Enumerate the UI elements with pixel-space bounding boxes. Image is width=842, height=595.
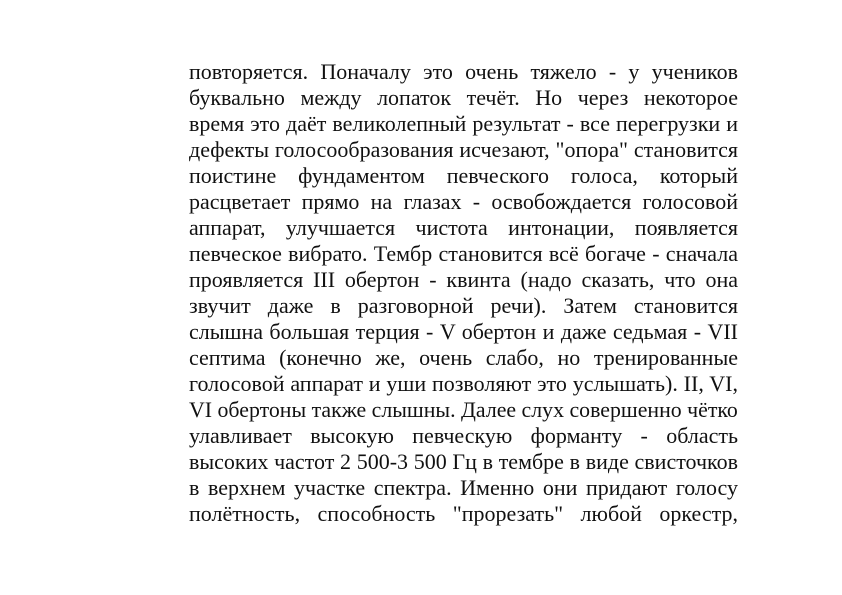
text-line: аппарат, улучшается чистота интонации, появляется (189, 215, 738, 240)
text-line: полётность, способность "прорезать" любой оркестр, (189, 501, 738, 526)
text-line: повторяется. Поначалу это очень тяжело - у учеников (189, 59, 738, 84)
text-line: септима (конечно же, очень слабо, но тренированные (189, 345, 738, 370)
text-line: в верхнем участке спектра. Именно они придают голосу (189, 475, 738, 500)
text-line: проявляется III обертон - квинта (надо сказать, что она (189, 267, 738, 292)
text-line: слышна большая терция - V обертон и даже седьмая - VII (189, 319, 738, 344)
text-line: время это даёт великолепный результат - все перегрузки и (189, 111, 738, 136)
text-line: звучит даже в разговорной речи). Затем становится (189, 293, 738, 318)
text-line: VI обертоны также слышны. Далее слух совершенно чётко (189, 397, 738, 422)
text-line: дефекты голосообразования исчезают, "опора" становится (189, 137, 738, 162)
text-line: поистине фундаментом певческого голоса, который (189, 163, 738, 188)
body-text (189, 59, 738, 527)
text-line: улавливает высокую певческую форманту - область (189, 423, 738, 448)
text-line: певческое вибрато. Тембр становится всё богаче - сначала (189, 241, 738, 266)
text-line: высоких частот 2 500-3 500 Гц в тембре в виде свисточков (189, 449, 738, 474)
text-line: расцветает прямо на глазах - освобождается голосовой (189, 189, 738, 214)
text-line: голосовой аппарат и уши позволяют это услышать). II, VI, (189, 371, 738, 396)
text-line: буквально между лопаток течёт. Но через некоторое (189, 85, 738, 110)
